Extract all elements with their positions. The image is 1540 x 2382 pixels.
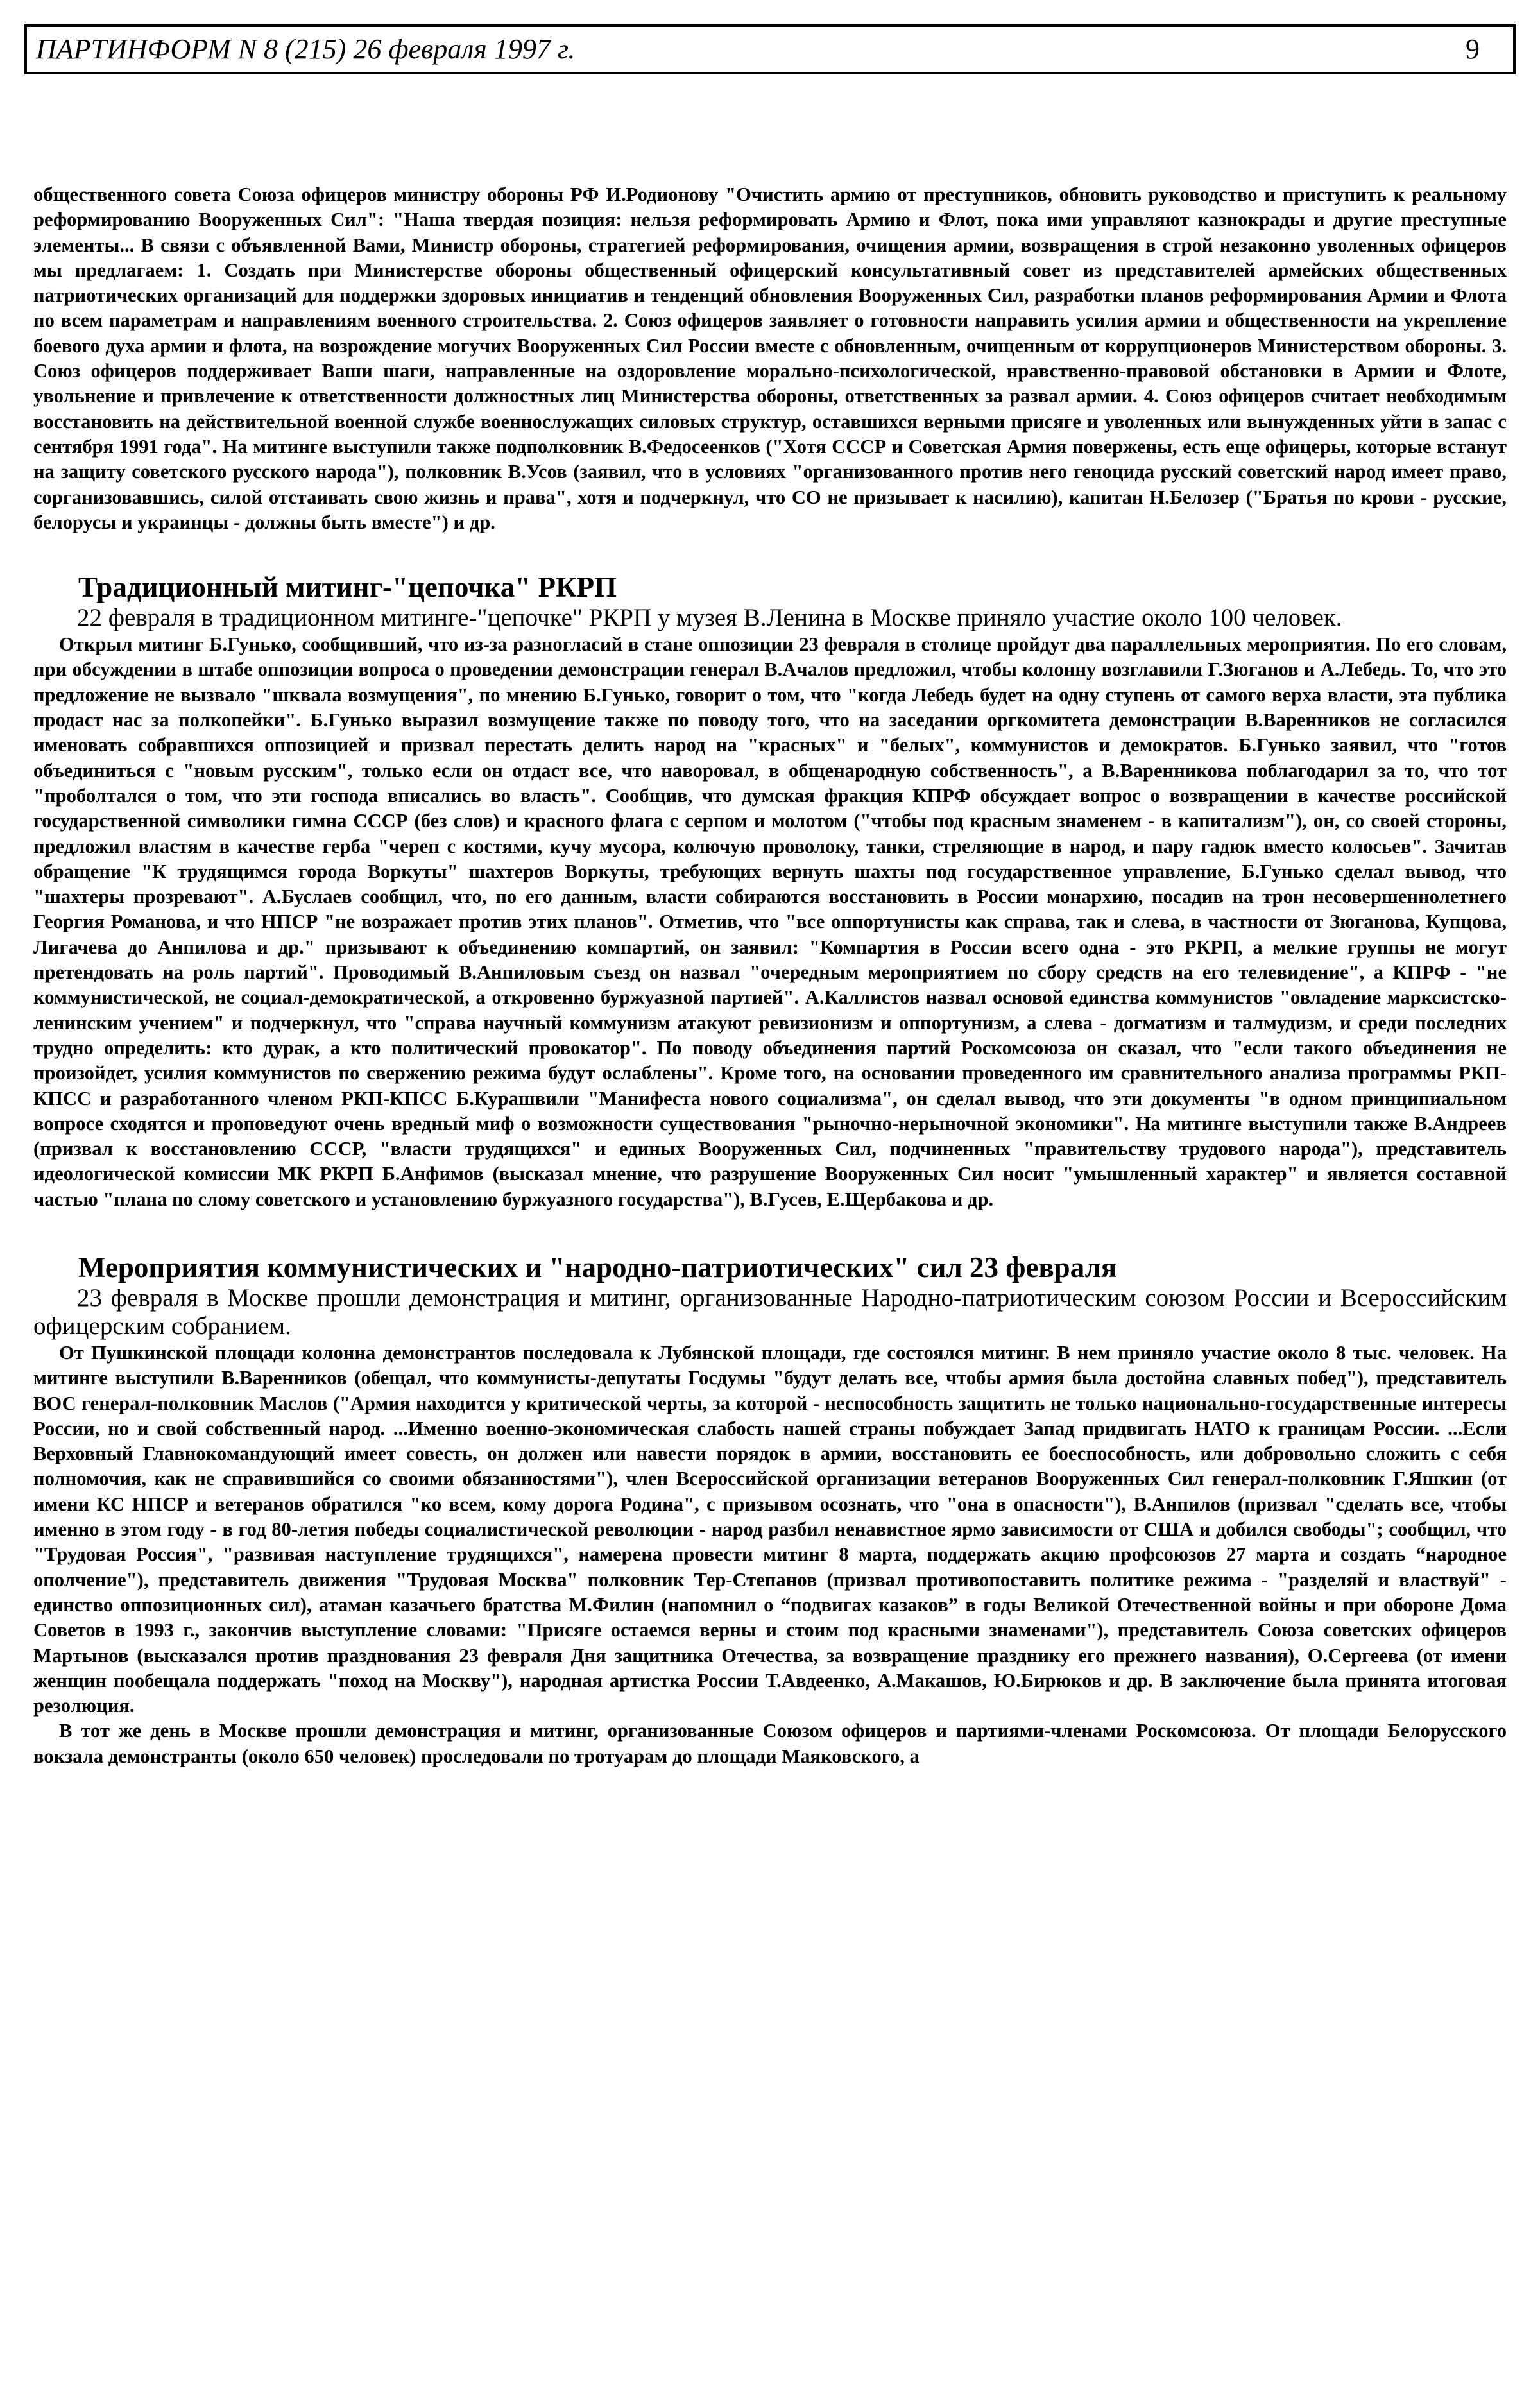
newspaper-page xyxy=(24,24,1516,1769)
section-title-rkrp-rally: Традиционный митинг-"цепочка" РКРП xyxy=(78,571,617,604)
section-title-feb23-events: Мероприятия коммунистических и "народно-патриотических" сил 23 февраля xyxy=(78,1251,1117,1283)
section-lead-rkrp-rally: 22 февраля в традиционном митинге-"цепочке" РКРП у музея В.Ленина в Москве приняло участие около 100 человек. xyxy=(77,604,1342,632)
section-body-feb23-events-continued: В тот же день в Москве прошли демонстрация и митинг, организованные Союзом офицеров и партиями-членами Роскомсоюза. От площади Белорусского вокзала демонстранты (около 650 человек) проследовали по тротуарам до площади Маяковского, а xyxy=(33,1720,1507,1767)
header-title: ПАРТИНФОРМ N 8 (215) 26 февраля 1997 г. xyxy=(36,33,576,65)
page-content xyxy=(24,182,1516,1769)
intro-paragraph: общественного совета Союза офицеров министру обороны РФ И.Родионову "Очистить армию от преступников, обновить руководство и приступить к реальному реформированию Вооруженных Сил": "Наша твердая позиция: нельзя реформировать Армию и Флот, пока ими управляют казнокрады и другие преступные элементы... В связи с объявленной Вами, Министр обороны, стратегией реформирования, очищения армии, возвращения в строй незаконно уволенных офицеров мы предлагаем: 1. Создать при Министерстве обороны общественный офицерский консультативный совет из представителей армейских общественных патриотических организаций для поддержки здоровых инициатив и тенденций обновления Вооруженных Сил, разработки планов реформирования Армии и Флота по всем параметрам и направлениям военного строительства. 2. Союз офицеров заявляет о готовности направить усилия армии и общественности на укрепление боевого духа армии и флота, на возрождение могучих Вооруженных Сил России вместе с обновленным, очищенным от коррупционеров Министерством обороны. 3. Союз офицеров поддерживает Ваши шаги, направленные на оздоровление морально-психологической, нравственно-правовой обстановки в Армии и Флоте, увольнение и привлечение к ответственности должностных лиц Министерства обороны, ответственных за развал армии. 4. Союз офицеров считает необходимым восстановить на действительной военной службе военнослужащих силовых структур, оставшихся верными присяге и уволенных или вынужденных уйти в запас с сентября 1991 года". На митинге выступили также подполковник В.Федосеенков ("Хотя СССР и Советская Армия повержены, есть еще офицеры, которые встанут на защиту советского русского народа"), полковник В.Усов (заявил, что в условиях "организованного против него геноцида русский советский народ имеет право, сорганизовавшись, силой отстаивать свою жизнь и права", хотя и подчеркнул, что СО не призывает к насилию), капитан Н.Белозер ("Братья по крови - русские, белорусы и украинцы - должны быть вместе") и др. xyxy=(33,184,1507,533)
section-lead-feb23-events: 23 февраля в Москве прошли демонстрация и митинг, организованные Народно-патриотическим союзом России и Всероссийским офицерским собранием. xyxy=(33,1283,1507,1340)
section-body-rkrp-rally: Открыл митинг Б.Гунько, сообщивший, что из-за разногласий в стане оппозиции 23 февраля в столице пройдут два параллельных мероприятия. По его словам, при обсуждении в штабе оппозиции вопроса о проведении демонстрации генерал В.Ачалов предложил, чтобы колонну возглавили Г.Зюганов и А.Лебедь. То, что это предложение не вызвало "шквала возмущения", по мнению Б.Гунько, говорит о том, что "когда Лебедь будет на одну ступень от самого верха власти, эта публика продаст нас за полкопейки". Б.Гунько выразил возмущение также по поводу того, что на заседании оргкомитета демонстрации В.Варенников не согласился именовать собравшихся оппозицией и призвал перестать делить народ на "красных" и "белых", коммунистов и демократов. Б.Гунько заявил, что "готов объединиться с "новым русским", только если он отдаст все, что наворовал, в общенародную собственность", а В.Варенникова поблагодарил за то, что тот "проболтался о том, что эти господа вписались во власть". Сообщив, что думская фракция КПРФ обсуждает вопрос о возвращении в качестве российской государственной символики гимна СССР (без слов) и красного флага с серпом и молотом ("чтобы под красным знаменем - в капитализм"), он, со своей стороны, предложил властям в качестве герба "череп с костями, кучу мусора, колючую проволоку, танки, стреляющие в народ, и пару гадюк вместо колосьев". Зачитав обращение "К трудящимся города Воркуты" шахтеров Воркуты, требующих вернуть шахты под государственное управление, Б.Гунько сделал вывод, что "шахтеры прозревают". А.Буслаев сообщил, что, по его данным, власти собираются восстановить в России монархию, посадив на трон несовершеннолетнего Георгия Романова, и что НПСР "не возражает против этих планов". Отметив, что "все оппортунисты как справа, так и слева, в частности от Зюганова, Купцова, Лигачева до Анпилова и др." призывают к объединению компартий, он заявил: "Компартия в России всего одна - это РКРП, а мелкие группы не могут претендовать на роль партий". Проводимый В.Анпиловым съезд он назвал "очередным мероприятием по сбору средств на его телевидение", а КПРФ - "не коммунистической, не социал-демократической, а откровенно буржуазной партией". А.Каллистов назвал основой единства коммунистов "овладение марксистско-ленинским учением" и подчеркнул, что "справа научный коммунизм атакуют ревизионизм и оппортунизм, а слева - догматизм и талмудизм, и среди последних трудно определить: кто дурак, а кто политический провокатор". По поводу объединения партий Роскомсоюза он сказал, что "если такого объединения не произойдет, усилия коммунистов по свержению режима будут ослаблены". Кроме того, на основании проведенного им сравнительного анализа программы РКП-КПСС и разработанного членом РКП-КПСС Б.Курашвили "Манифеста нового социализма", он сделал вывод, что эти документы "в одном принципиальном вопросе сходятся и проповедуют очень вредный миф о возможности существования "рыночно-нерыночной экономики". На митинге выступили также В.Андреев (призвал к восстановлению СССР, "власти трудящихся" и единых Вооруженных Сил, подчиненных "правительству трудового народа"), представитель идеологической комиссии МК РКРП Б.Анфимов (высказал мнение, что разрушение Вооруженных Сил носит "умышленный характер" и является составной частью "плана по слому советского и установлению буржуазного государства"), В.Гусев, Е.Щербакова и др. xyxy=(33,633,1507,1210)
page-number: 9 xyxy=(1466,33,1480,65)
page-header xyxy=(24,24,1516,74)
section-body-feb23-events: От Пушкинской площади колонна демонстрантов последовала к Лубянской площади, где состоялся митинг. В нем приняло участие около 8 тыс. человек. На митинге выступили В.Варенников (обещал, что коммунисты-депутаты Госдумы "будут делать все, чтобы армия была достойна славных побед"), представитель ВОС генерал-полковник Маслов ("Армия находится у критической черты, за которой - неспособность защитить не только национально-государственные интересы России, но и свой собственный народ. ...Именно военно-экономическая слабость нашей страны побуждает Запад придвигать НАТО к границам России. ...Если Верховный Главнокомандующий имеет совесть, он должен или навести порядок в армии, восстановить ее боеспособность, или добровольно сложить с себя полномочия, как не справившийся со своими обязанностями"), член Всероссийской организации ветеранов Вооруженных Сил генерал-полковник Г.Яшкин (от имени КС НПСР и ветеранов обратился "ко всем, кому дорога Родина", с призывом осознать, что "она в опасности"), В.Анпилов (призвал "сделать все, чтобы именно в этом году - в год 80-летия победы социалистической революции - народ разбил ненавистное ярмо зависимости от США и добился свободы"; сообщил, что "Трудовая Россия", "развивая наступление трудящихся", намерена провести митинг 8 марта, поддержать акцию профсоюзов 27 марта и создать “народное ополчение"), представитель движения "Трудовая Москва" полковник Тер-Степанов (призвал противопоставить политике режима - "разделяй и властвуй" - единство оппозиционных сил), атаман казачьего братства М.Филин (напомнил о “подвигах казаков” в годы Великой Отечественной войны и при обороне Дома Советов в 1993 г., закончив выступление словами: "Присяге остаемся верны и стоим под красными знаменами"), представитель Союза советских офицеров Мартынов (высказался против празднования 23 февраля Дня защитника Отечества, за возвращение празднику его прежнего названия), О.Сергеева (от имени женщин пообещала поддержать "поход на Москву"), народная артистка России Т.Авдеенко, А.Макашов, Ю.Бирюков и др. В заключение была принята итоговая резолюция. xyxy=(33,1341,1507,1717)
